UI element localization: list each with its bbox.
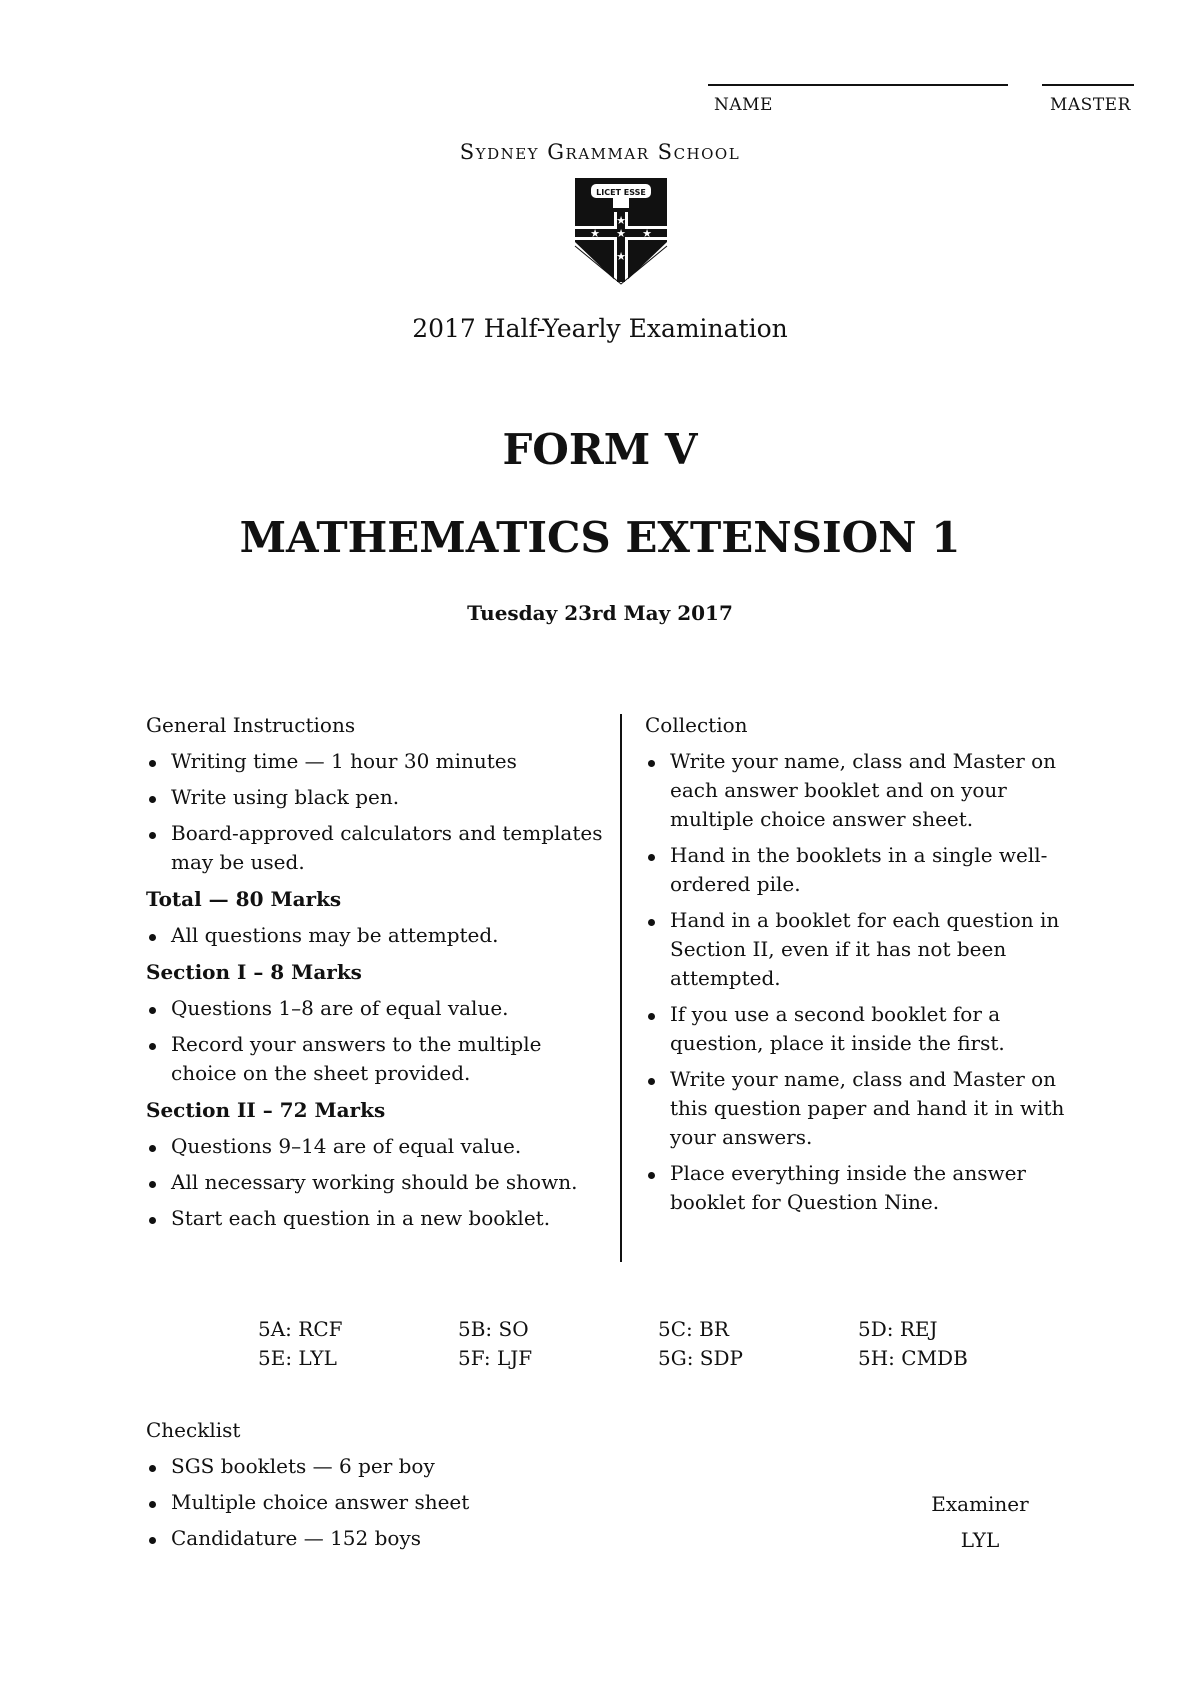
exam-date: Tuesday 23rd May 2017 (467, 601, 733, 625)
table-row (258, 1344, 1058, 1373)
list-item: Questions 1–8 are of equal value. (146, 994, 606, 1023)
list-item: Multiple choice answer sheet (146, 1488, 706, 1517)
class-cell: 5C: BR (658, 1317, 729, 1341)
collection-heading: Collection (645, 713, 748, 737)
school-name: Sydney Grammar School (459, 140, 741, 164)
list-item: Questions 9–14 are of equal value. (146, 1132, 606, 1161)
class-cell: 5D: REJ (858, 1317, 938, 1341)
collection-list (645, 747, 1095, 1217)
section-two-list (146, 1132, 606, 1233)
svg-text:LICET ESSE: LICET ESSE (596, 188, 646, 197)
section-two-heading: Section II – 72 Marks (146, 1098, 386, 1122)
svg-text:★: ★ (616, 214, 626, 227)
list-item: Record your answers to the multiple choice on the sheet provided. (146, 1030, 606, 1088)
class-cell: 5G: SDP (658, 1346, 743, 1370)
collection-column (645, 711, 1095, 1225)
class-masters-table (258, 1315, 1058, 1373)
svg-text:★: ★ (616, 250, 626, 263)
examiner-block (910, 1490, 1050, 1555)
total-marks-list (146, 921, 606, 950)
master-label: MASTER (1050, 95, 1131, 115)
checklist-heading: Checklist (146, 1418, 241, 1442)
list-item: SGS booklets — 6 per boy (146, 1452, 706, 1481)
name-label: NAME (714, 95, 773, 115)
name-field-line (708, 84, 1008, 86)
examiner-label: Examiner (931, 1492, 1029, 1516)
list-item: If you use a second booklet for a question, place it inside the first. (645, 1000, 1095, 1058)
general-instructions-heading: General Instructions (146, 713, 356, 737)
svg-text:★: ★ (642, 227, 652, 240)
general-instructions-list (146, 747, 606, 877)
exam-title: 2017 Half-Yearly Examination (412, 314, 788, 343)
school-crest-icon (573, 176, 669, 288)
list-item: Candidature — 152 boys (146, 1524, 706, 1553)
checklist-list (146, 1452, 706, 1553)
subject-title: MATHEMATICS EXTENSION 1 (239, 513, 961, 562)
section-one-list (146, 994, 606, 1088)
class-cell: 5A: RCF (258, 1317, 343, 1341)
section-one-heading: Section I – 8 Marks (146, 960, 362, 984)
list-item: Place everything inside the answer booklet for Question Nine. (645, 1159, 1095, 1217)
list-item: All necessary working should be shown. (146, 1168, 606, 1197)
total-marks-heading: Total — 80 Marks (146, 887, 342, 911)
examiner-value: LYL (960, 1528, 1000, 1552)
class-cell: 5E: LYL (258, 1346, 337, 1370)
list-item: Hand in the booklets in a single well-ordered pile. (645, 841, 1095, 899)
list-item: Write using black pen. (146, 783, 606, 812)
class-cell: 5H: CMDB (858, 1346, 968, 1370)
table-row (258, 1315, 1058, 1344)
instructions-column (146, 711, 606, 1241)
form-title: FORM V (502, 425, 698, 474)
list-item: Writing time — 1 hour 30 minutes (146, 747, 606, 776)
list-item: Write your name, class and Master on each answer booklet and on your multiple choice answer sheet. (645, 747, 1095, 834)
svg-text:★: ★ (590, 227, 600, 240)
master-field-line (1042, 84, 1134, 86)
list-item: Hand in a booklet for each question in Section II, even if it has not been attempted. (645, 906, 1095, 993)
checklist (146, 1416, 706, 1561)
column-divider (620, 714, 622, 1262)
list-item: All questions may be attempted. (146, 921, 606, 950)
class-cell: 5B: SO (458, 1317, 529, 1341)
list-item: Start each question in a new booklet. (146, 1204, 606, 1233)
list-item: Write your name, class and Master on this question paper and hand it in with your answers. (645, 1065, 1095, 1152)
class-cell: 5F: LJF (458, 1346, 533, 1370)
svg-text:★: ★ (616, 227, 626, 240)
list-item: Board-approved calculators and templates may be used. (146, 819, 606, 877)
